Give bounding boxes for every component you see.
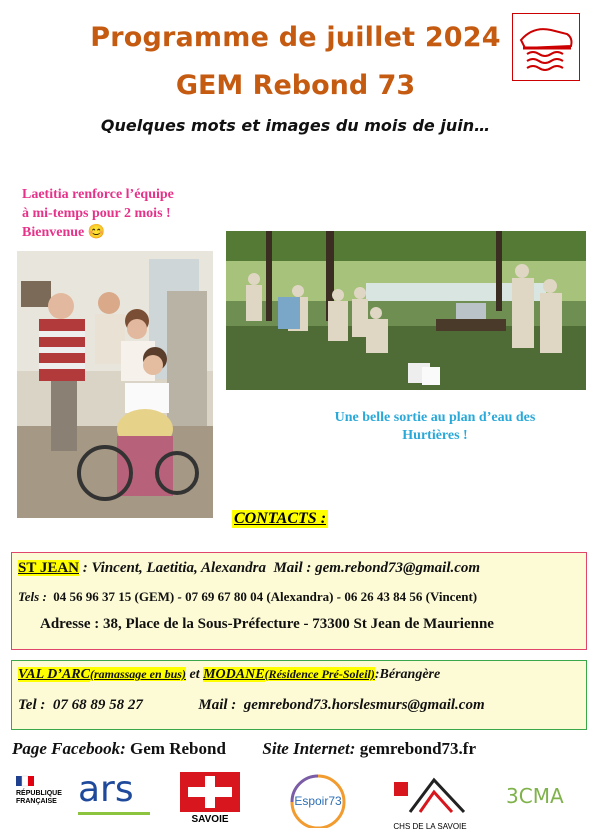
modane-note: (Résidence Pré-Soleil) (264, 667, 375, 681)
page-title: Programme de juillet 2024 (90, 22, 501, 53)
modane-label: MODANE (203, 667, 265, 682)
welcome-line: Bienvenue 😊 (22, 225, 106, 240)
caption-line: Une belle sortie au plan d’eau des (334, 410, 536, 425)
republique-text: RÉPUBLIQUE (16, 790, 62, 797)
phone-vincent: 06 26 43 84 56 (Vincent) (344, 589, 478, 604)
tel-label: Tel : (18, 697, 46, 713)
site-label: Site Internet: (262, 739, 356, 758)
ccma-text: 3CMA (506, 784, 564, 808)
photo-caption (300, 409, 570, 445)
val-darc-line (18, 667, 440, 683)
footer-links (12, 739, 587, 759)
chs-text: CHS DE LA SAVOIE (393, 822, 467, 831)
welcome-line: Laetitia renforce l’équipe (22, 187, 174, 202)
mail-label: Mail : (198, 697, 237, 713)
phone-gem: 04 56 96 37 15 (GEM) (53, 589, 175, 604)
website-link[interactable]: gemrebond73.fr (359, 739, 477, 758)
chs-savoie-logo (390, 772, 470, 834)
val-darc-note: (ramassage en bus) (89, 667, 186, 681)
facebook-label: Page Facebook: (12, 739, 126, 758)
contact-box-st-jean (11, 552, 587, 650)
facebook-link[interactable]: Gem Rebond (130, 739, 226, 758)
val-darc-phone: 07 68 89 58 27 (52, 697, 143, 713)
savoie-logo (180, 772, 240, 830)
intro-text: Quelques mots et images du mois de juin… (100, 116, 491, 135)
smiley-icon: 😊 (87, 225, 106, 240)
espoir73-logo (278, 772, 358, 828)
caption-line: Hurtières ! (402, 428, 468, 443)
francaise-text: FRANÇAISE (16, 798, 57, 805)
st-jean-line (18, 560, 480, 577)
3cma-logo (500, 772, 570, 822)
page-subtitle-org: GEM Rebond 73 (175, 70, 416, 101)
phone-alexandra: 07 69 67 80 04 (Alexandra) (185, 589, 334, 604)
st-jean-people: : Vincent, Laetitia, Alexandra (79, 560, 266, 576)
ars-text: ars (78, 769, 134, 810)
st-jean-mail: Mail : gem.rebond73@gmail.com (273, 560, 481, 576)
phones-label: Tels : (18, 589, 47, 604)
val-darc-label: VAL D’ARC (18, 667, 90, 682)
contacts-heading: CONTACTS : (234, 510, 327, 527)
and-text: et (189, 667, 200, 682)
st-jean-phones: Tels : 04 56 96 37 15 (GEM) - 07 69 67 80 04 (Alexandra) - 06 26 43 84 56 (Vincent) (18, 589, 478, 604)
photo-picnic-outdoor (226, 231, 586, 390)
republique-francaise-logo (12, 772, 70, 833)
savoie-text: SAVOIE (191, 814, 229, 825)
welcome-note (22, 185, 212, 242)
val-darc-contact (18, 697, 485, 714)
ars-logo (74, 769, 154, 824)
contact-box-val-darc (11, 660, 587, 730)
val-darc-mail: gemrebond73.horslesmurs@gmail.com (243, 697, 485, 713)
espoir-text: Espoir73 (294, 794, 342, 808)
photo-team-indoor (17, 251, 213, 518)
welcome-line: à mi-temps pour 2 mois ! (22, 206, 171, 221)
st-jean-address: Adresse : 38, Place de la Sous-Préfecture - 73300 St Jean de Maurienne (40, 616, 494, 632)
st-jean-label: ST JEAN (18, 560, 79, 576)
val-darc-person: :Bérangère (374, 667, 441, 682)
